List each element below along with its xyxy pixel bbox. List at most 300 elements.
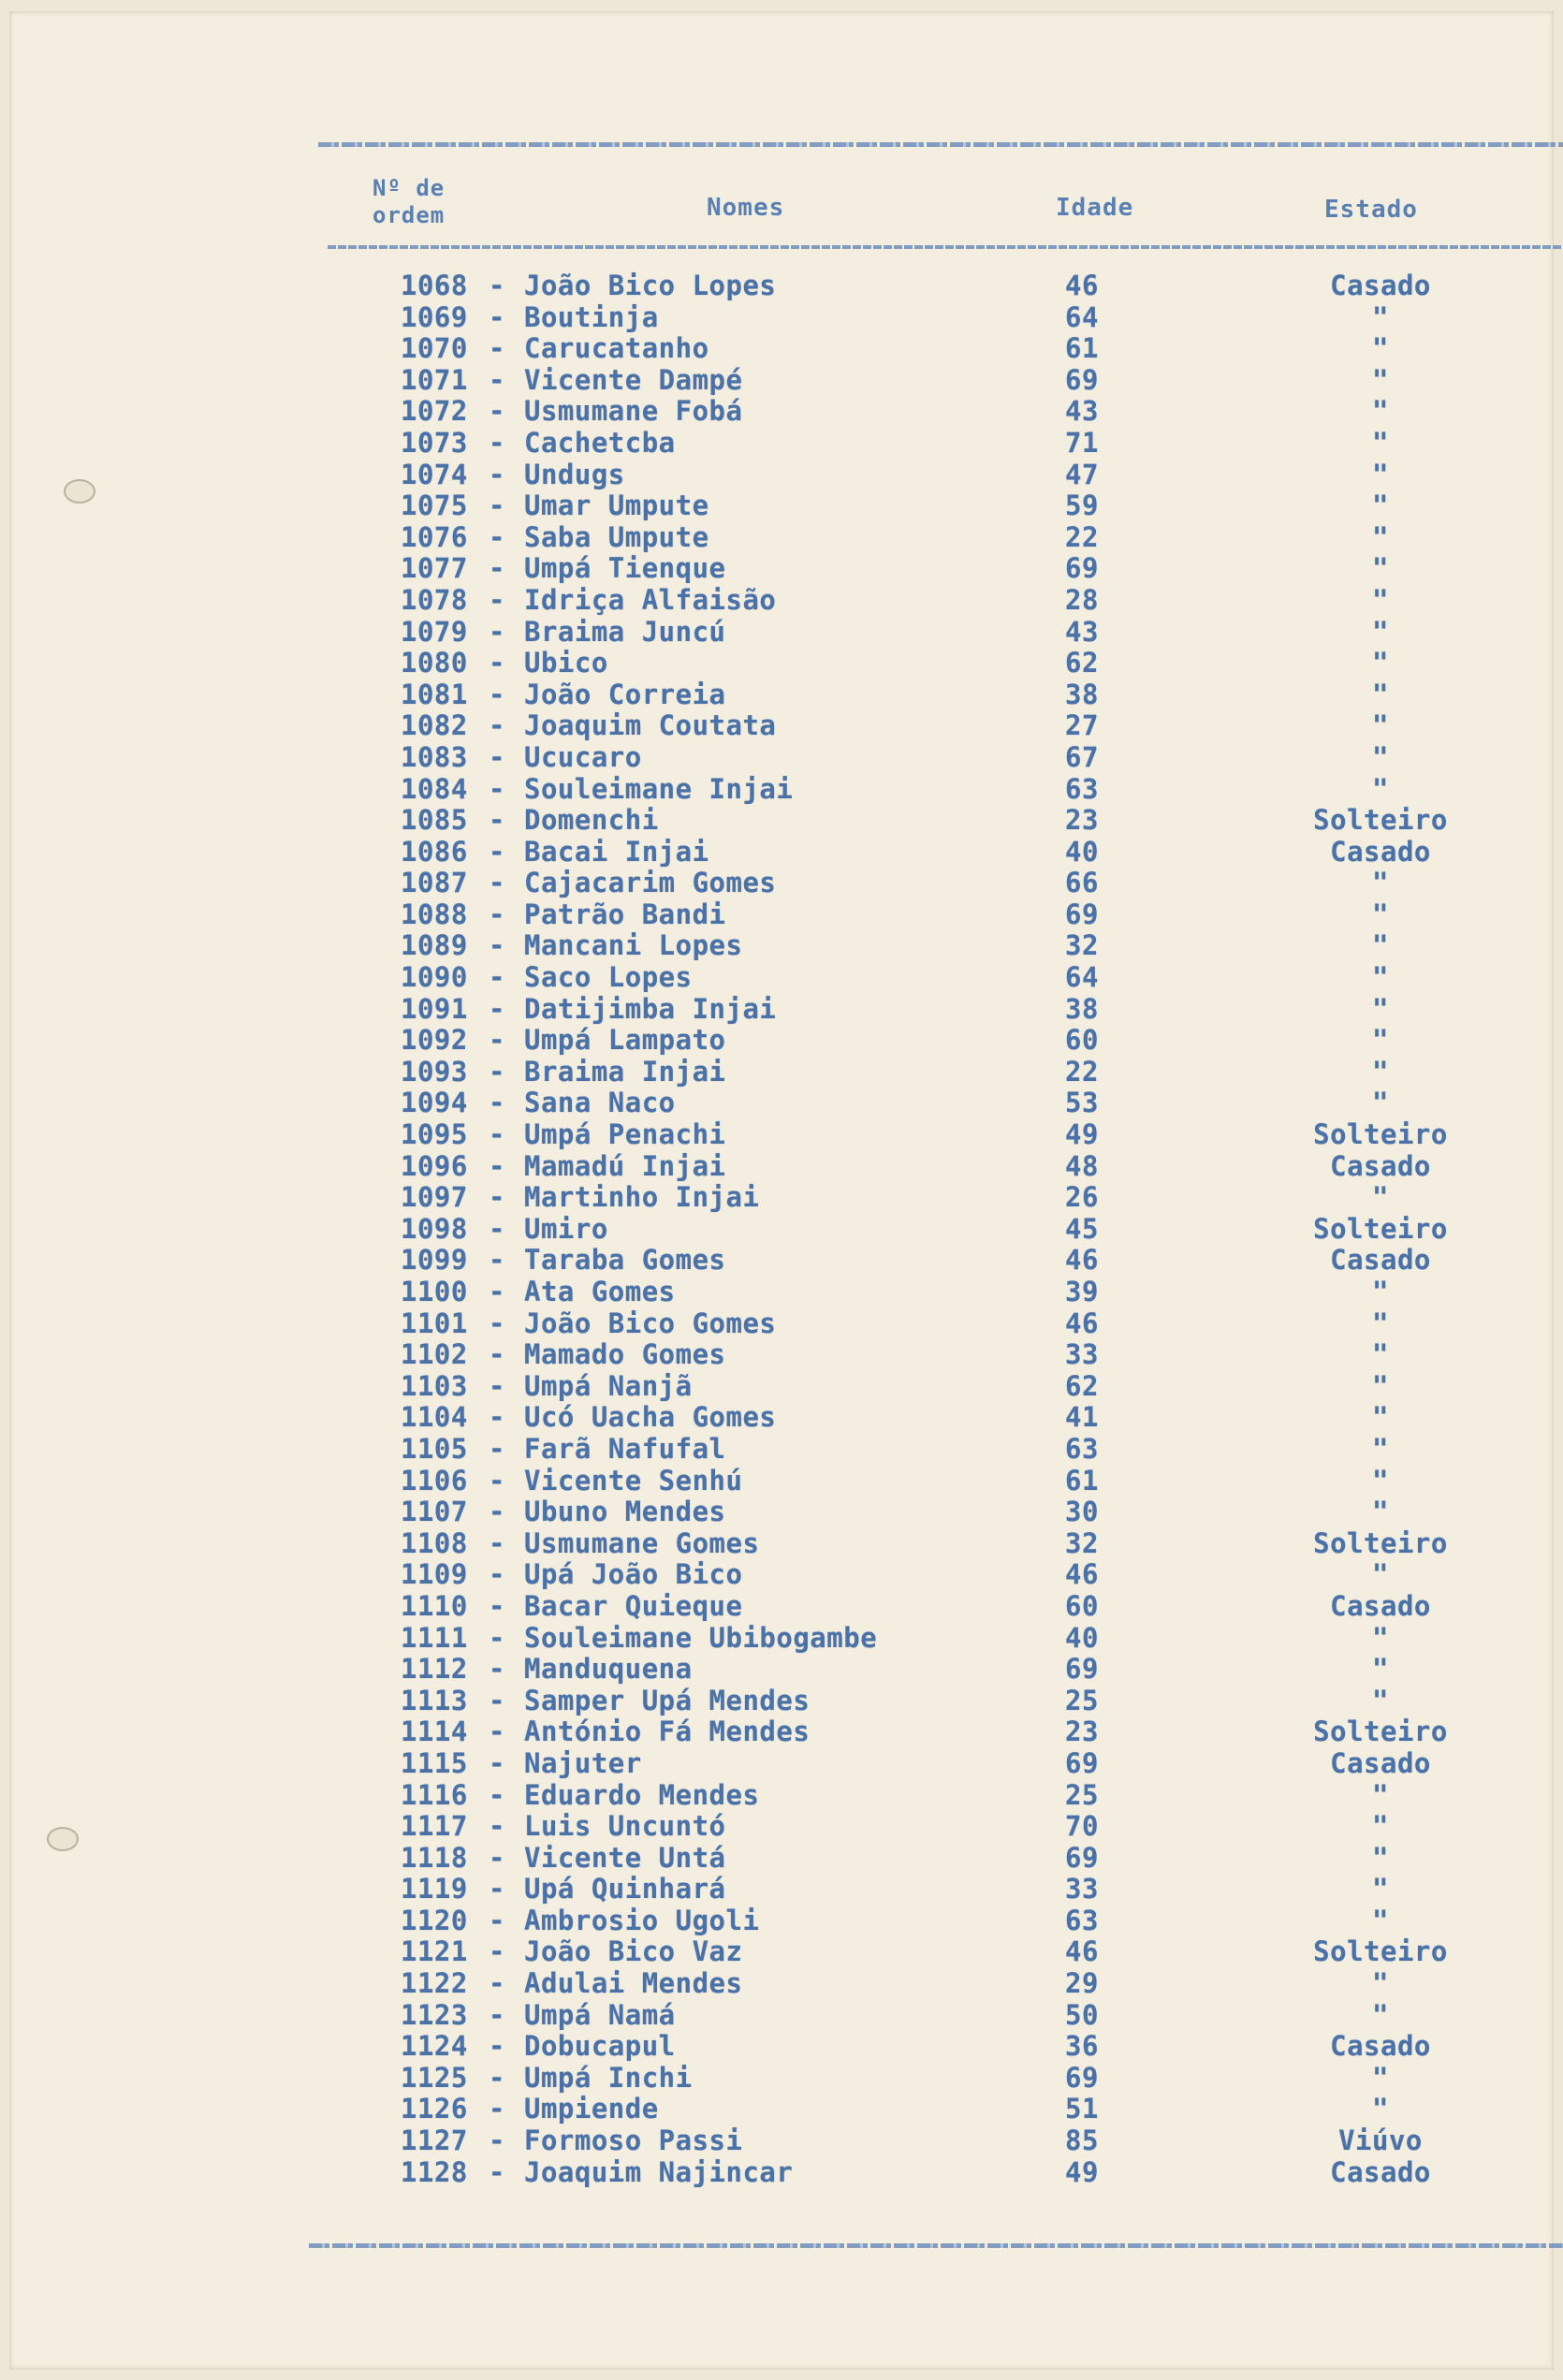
row-number: 1069 xyxy=(401,300,468,333)
table-row xyxy=(9,1591,1554,1623)
table-row xyxy=(9,1025,1554,1057)
row-status: Casado xyxy=(1330,1589,1431,1622)
row-status: " xyxy=(1372,1369,1389,1402)
row-name: Sana Naco xyxy=(524,1087,676,1119)
row-status: Casado xyxy=(1330,2030,1431,2063)
row-status: Casado xyxy=(1330,835,1431,868)
row-status: " xyxy=(1372,1024,1389,1057)
row-name: João Correia xyxy=(524,678,726,710)
row-name: Taraba Gomes xyxy=(524,1244,726,1277)
row-status: " xyxy=(1372,1653,1389,1686)
column-header-name: Nomes xyxy=(707,194,785,222)
row-status: Solteiro xyxy=(1313,1935,1448,1968)
table-row xyxy=(9,868,1554,899)
table-row xyxy=(9,585,1554,617)
table-row xyxy=(9,679,1554,711)
row-name: João Bico Vaz xyxy=(524,1935,743,1968)
row-age: 48 xyxy=(1065,1149,1099,1182)
row-dash: - xyxy=(489,426,505,459)
row-status: " xyxy=(1372,929,1389,962)
row-age: 23 xyxy=(1065,804,1099,837)
table-row xyxy=(9,428,1554,460)
row-age: 38 xyxy=(1065,678,1099,710)
row-dash: - xyxy=(489,772,505,805)
row-name: Umpá Lampato xyxy=(524,1024,726,1057)
row-status: Casado xyxy=(1330,1149,1431,1182)
column-header-age: Idade xyxy=(1056,194,1134,222)
row-number: 1104 xyxy=(401,1401,468,1434)
row-number: 1102 xyxy=(401,1338,468,1371)
row-dash: - xyxy=(489,1716,505,1748)
row-name: Dobucapul xyxy=(524,2030,676,2063)
row-dash: - xyxy=(489,1401,505,1434)
bottom-rule xyxy=(309,2243,1563,2248)
row-number: 1126 xyxy=(401,2093,468,2125)
row-age: 40 xyxy=(1065,1621,1099,1654)
row-number: 1094 xyxy=(401,1087,468,1119)
row-dash: - xyxy=(489,740,505,773)
row-status: Casado xyxy=(1330,270,1431,301)
row-status: " xyxy=(1372,332,1389,365)
row-number: 1083 xyxy=(401,740,468,773)
row-age: 60 xyxy=(1065,1024,1099,1057)
row-age: 32 xyxy=(1065,1526,1099,1559)
row-status: " xyxy=(1372,898,1389,930)
row-dash: - xyxy=(489,583,505,616)
row-age: 38 xyxy=(1065,992,1099,1025)
row-number: 1111 xyxy=(401,1621,468,1654)
table-row xyxy=(9,1811,1554,1843)
row-name: Vicente Dampé xyxy=(524,363,743,396)
row-name: Martinho Injai xyxy=(524,1181,760,1214)
table-row xyxy=(9,994,1554,1026)
row-dash: - xyxy=(489,1087,505,1119)
row-dash: - xyxy=(489,1684,505,1716)
row-name: Usmumane Gomes xyxy=(524,1526,760,1559)
row-number: 1070 xyxy=(401,332,468,365)
row-dash: - xyxy=(489,1464,505,1497)
table-row xyxy=(9,270,1554,302)
row-age: 63 xyxy=(1065,1904,1099,1936)
row-name: Ucó Uacha Gomes xyxy=(524,1401,777,1434)
row-age: 67 xyxy=(1065,740,1099,773)
row-number: 1123 xyxy=(401,1998,468,2031)
row-age: 63 xyxy=(1065,772,1099,805)
row-number: 1090 xyxy=(401,961,468,994)
row-age: 47 xyxy=(1065,458,1099,490)
row-number: 1124 xyxy=(401,2030,468,2063)
table-row xyxy=(9,1843,1554,1875)
row-age: 46 xyxy=(1065,270,1099,301)
row-age: 66 xyxy=(1065,867,1099,899)
register-table xyxy=(9,270,1554,2188)
row-status: " xyxy=(1372,363,1389,396)
row-name: Bacar Quieque xyxy=(524,1589,743,1622)
table-row xyxy=(9,1371,1554,1403)
table-row xyxy=(9,930,1554,962)
row-number: 1092 xyxy=(401,1024,468,1057)
row-age: 69 xyxy=(1065,363,1099,396)
row-name: Souleimane Ubibogambe xyxy=(524,1621,878,1654)
row-status: " xyxy=(1372,1967,1389,2000)
row-name: Boutinja xyxy=(524,300,659,333)
row-status: " xyxy=(1372,615,1389,648)
row-status: " xyxy=(1372,1684,1389,1716)
row-dash: - xyxy=(489,898,505,930)
row-number: 1125 xyxy=(401,2061,468,2094)
row-number: 1122 xyxy=(401,1967,468,2000)
row-dash: - xyxy=(489,458,505,490)
row-number: 1089 xyxy=(401,929,468,962)
row-name: Braima Juncú xyxy=(524,615,726,648)
row-age: 62 xyxy=(1065,1369,1099,1402)
row-dash: - xyxy=(489,520,505,553)
row-name: Upá João Bico xyxy=(524,1558,743,1591)
row-status: " xyxy=(1372,1055,1389,1088)
row-number: 1120 xyxy=(401,1904,468,1936)
row-name: Carucatanho xyxy=(524,332,709,365)
row-name: Vicente Senhú xyxy=(524,1464,743,1497)
row-dash: - xyxy=(489,1369,505,1402)
row-number: 1088 xyxy=(401,898,468,930)
row-dash: - xyxy=(489,552,505,585)
row-dash: - xyxy=(489,1967,505,2000)
table-row xyxy=(9,1088,1554,1119)
row-dash: - xyxy=(489,300,505,333)
table-row xyxy=(9,490,1554,522)
table-row xyxy=(9,1151,1554,1183)
row-age: 69 xyxy=(1065,1746,1099,1779)
row-name: Souleimane Injai xyxy=(524,772,794,805)
row-status: " xyxy=(1372,1810,1389,1843)
row-number: 1112 xyxy=(401,1653,468,1686)
row-age: 29 xyxy=(1065,1967,1099,2000)
row-number: 1095 xyxy=(401,1118,468,1151)
table-row xyxy=(9,2094,1554,2125)
row-number: 1081 xyxy=(401,678,468,710)
row-name: Umpá Inchi xyxy=(524,2061,693,2094)
row-number: 1101 xyxy=(401,1307,468,1339)
row-age: 64 xyxy=(1065,961,1099,994)
row-name: Farã Nafufal xyxy=(524,1432,726,1465)
row-dash: - xyxy=(489,2124,505,2157)
row-status: Casado xyxy=(1330,2155,1431,2188)
row-name: Domenchi xyxy=(524,804,659,837)
table-row xyxy=(9,1434,1554,1466)
table-row xyxy=(9,1245,1554,1277)
row-dash: - xyxy=(489,1841,505,1874)
column-header-status: Estado xyxy=(1324,196,1418,224)
table-row xyxy=(9,774,1554,806)
row-number: 1113 xyxy=(401,1684,468,1716)
table-row xyxy=(9,2125,1554,2157)
row-status: " xyxy=(1372,1307,1389,1339)
row-status: " xyxy=(1372,772,1389,805)
table-row xyxy=(9,1214,1554,1246)
row-number: 1091 xyxy=(401,992,468,1025)
row-name: Mamado Gomes xyxy=(524,1338,726,1371)
row-status: " xyxy=(1372,867,1389,899)
row-dash: - xyxy=(489,1778,505,1811)
table-row xyxy=(9,899,1554,931)
row-name: Luis Uncuntó xyxy=(524,1810,726,1843)
table-row xyxy=(9,805,1554,837)
row-number: 1077 xyxy=(401,552,468,585)
row-age: 41 xyxy=(1065,1401,1099,1434)
row-status: Solteiro xyxy=(1313,1526,1448,1559)
row-dash: - xyxy=(489,1873,505,1905)
row-number: 1117 xyxy=(401,1810,468,1843)
table-row xyxy=(9,1686,1554,1717)
row-dash: - xyxy=(489,1149,505,1182)
row-dash: - xyxy=(489,1181,505,1214)
table-row xyxy=(9,460,1554,491)
row-dash: - xyxy=(489,867,505,899)
row-dash: - xyxy=(489,835,505,868)
row-dash: - xyxy=(489,1904,505,1936)
row-name: Umpá Tienque xyxy=(524,552,726,585)
row-dash: - xyxy=(489,1558,505,1591)
row-status: " xyxy=(1372,740,1389,773)
row-name: Umar Umpute xyxy=(524,489,709,522)
row-name: Mancani Lopes xyxy=(524,929,743,962)
row-status: Casado xyxy=(1330,1746,1431,1779)
row-number: 1076 xyxy=(401,520,468,553)
row-number: 1119 xyxy=(401,1873,468,1905)
row-name: Ucucaro xyxy=(524,740,642,773)
row-name: João Bico Lopes xyxy=(524,270,777,301)
row-number: 1127 xyxy=(401,2124,468,2157)
row-dash: - xyxy=(489,1244,505,1277)
row-number: 1096 xyxy=(401,1149,468,1182)
row-age: 53 xyxy=(1065,1087,1099,1119)
table-row xyxy=(9,1339,1554,1371)
row-age: 28 xyxy=(1065,583,1099,616)
row-name: Bacai Injai xyxy=(524,835,709,868)
row-name: Braima Injai xyxy=(524,1055,726,1088)
row-number: 1108 xyxy=(401,1526,468,1559)
row-age: 46 xyxy=(1065,1935,1099,1968)
row-dash: - xyxy=(489,1935,505,1968)
row-status: " xyxy=(1372,1464,1389,1497)
row-name: Ambrosio Ugoli xyxy=(524,1904,760,1936)
row-dash: - xyxy=(489,1496,505,1528)
row-age: 40 xyxy=(1065,835,1099,868)
row-name: Datijimba Injai xyxy=(524,992,777,1025)
row-number: 1078 xyxy=(401,583,468,616)
row-number: 1105 xyxy=(401,1432,468,1465)
row-name: Samper Upá Mendes xyxy=(524,1684,811,1716)
row-dash: - xyxy=(489,1212,505,1245)
row-number: 1068 xyxy=(401,270,468,301)
row-dash: - xyxy=(489,270,505,301)
row-name: João Bico Gomes xyxy=(524,1307,777,1339)
row-name: Umpá Penachi xyxy=(524,1118,726,1151)
table-row xyxy=(9,1716,1554,1748)
row-age: 45 xyxy=(1065,1212,1099,1245)
table-row xyxy=(9,553,1554,585)
row-number: 1103 xyxy=(401,1369,468,1402)
row-age: 33 xyxy=(1065,1338,1099,1371)
row-number: 1106 xyxy=(401,1464,468,1497)
row-status: " xyxy=(1372,552,1389,585)
row-name: Ubuno Mendes xyxy=(524,1496,726,1528)
row-status: " xyxy=(1372,992,1389,1025)
row-age: 32 xyxy=(1065,929,1099,962)
row-age: 69 xyxy=(1065,898,1099,930)
row-age: 49 xyxy=(1065,1118,1099,1151)
row-status: " xyxy=(1372,458,1389,490)
row-number: 1110 xyxy=(401,1589,468,1622)
row-status: " xyxy=(1372,1181,1389,1214)
row-number: 1086 xyxy=(401,835,468,868)
row-dash: - xyxy=(489,1653,505,1686)
row-dash: - xyxy=(489,992,505,1025)
row-name: Umpá Nanjã xyxy=(524,1369,693,1402)
row-number: 1114 xyxy=(401,1716,468,1748)
row-name: Joaquim Coutata xyxy=(524,709,777,742)
row-status: Solteiro xyxy=(1313,804,1448,837)
row-age: 22 xyxy=(1065,1055,1099,1088)
row-status: " xyxy=(1372,426,1389,459)
row-number: 1118 xyxy=(401,1841,468,1874)
row-number: 1100 xyxy=(401,1276,468,1307)
row-age: 22 xyxy=(1065,520,1099,553)
document-page xyxy=(9,11,1554,2370)
row-status: " xyxy=(1372,1558,1389,1591)
row-age: 43 xyxy=(1065,615,1099,648)
row-age: 70 xyxy=(1065,1810,1099,1843)
table-row xyxy=(9,1119,1554,1151)
row-name: Umiro xyxy=(524,1212,608,1245)
table-row xyxy=(9,710,1554,742)
table-row xyxy=(9,1780,1554,1812)
table-row xyxy=(9,617,1554,649)
row-status: " xyxy=(1372,2061,1389,2094)
row-dash: - xyxy=(489,1810,505,1843)
row-number: 1073 xyxy=(401,426,468,459)
row-number: 1074 xyxy=(401,458,468,490)
row-age: 46 xyxy=(1065,1244,1099,1277)
row-age: 51 xyxy=(1065,2093,1099,2125)
row-age: 46 xyxy=(1065,1558,1099,1591)
row-age: 46 xyxy=(1065,1307,1099,1339)
row-dash: - xyxy=(489,2093,505,2125)
table-row xyxy=(9,1874,1554,1905)
row-age: 36 xyxy=(1065,2030,1099,2063)
row-number: 1072 xyxy=(401,395,468,428)
row-age: 60 xyxy=(1065,1589,1099,1622)
row-number: 1087 xyxy=(401,867,468,899)
row-status: " xyxy=(1372,395,1389,428)
row-dash: - xyxy=(489,1024,505,1057)
row-age: 25 xyxy=(1065,1684,1099,1716)
row-status: " xyxy=(1372,1338,1389,1371)
row-dash: - xyxy=(489,2030,505,2063)
row-status: Viúvo xyxy=(1338,2124,1423,2157)
row-status: Solteiro xyxy=(1313,1118,1448,1151)
table-row xyxy=(9,1497,1554,1528)
row-dash: - xyxy=(489,1621,505,1654)
row-name: Umpá Namá xyxy=(524,1998,676,2031)
table-row xyxy=(9,302,1554,334)
table-row xyxy=(9,1308,1554,1340)
row-number: 1116 xyxy=(401,1778,468,1811)
row-dash: - xyxy=(489,804,505,837)
row-status: " xyxy=(1372,300,1389,333)
row-status: Casado xyxy=(1330,1244,1431,1277)
row-dash: - xyxy=(489,1432,505,1465)
row-dash: - xyxy=(489,647,505,679)
table-row xyxy=(9,1182,1554,1214)
row-dash: - xyxy=(489,709,505,742)
row-status: " xyxy=(1372,1778,1389,1811)
table-row xyxy=(9,1968,1554,2000)
column-header-number: Nº de ordem xyxy=(372,175,446,228)
row-dash: - xyxy=(489,961,505,994)
row-dash: - xyxy=(489,489,505,522)
row-number: 1097 xyxy=(401,1181,468,1214)
row-dash: - xyxy=(489,1055,505,1088)
row-age: 30 xyxy=(1065,1496,1099,1528)
table-row xyxy=(9,1905,1554,1937)
table-row xyxy=(9,648,1554,679)
row-name: Joaquim Najincar xyxy=(524,2155,794,2188)
row-status: " xyxy=(1372,1432,1389,1465)
row-status: " xyxy=(1372,1873,1389,1905)
table-row xyxy=(9,742,1554,774)
row-dash: - xyxy=(489,1589,505,1622)
row-age: 61 xyxy=(1065,1464,1099,1497)
row-status: " xyxy=(1372,678,1389,710)
row-number: 1080 xyxy=(401,647,468,679)
table-row xyxy=(9,1466,1554,1497)
row-status: " xyxy=(1372,1904,1389,1936)
table-row xyxy=(9,1623,1554,1655)
row-age: 26 xyxy=(1065,1181,1099,1214)
table-row xyxy=(9,365,1554,397)
row-age: 49 xyxy=(1065,2155,1099,2188)
row-name: Undugs xyxy=(524,458,625,490)
row-name: Patrão Bandi xyxy=(524,898,726,930)
row-name: Eduardo Mendes xyxy=(524,1778,760,1811)
table-row xyxy=(9,2000,1554,2032)
row-dash: - xyxy=(489,1526,505,1559)
row-number: 1107 xyxy=(401,1496,468,1528)
row-number: 1109 xyxy=(401,1558,468,1591)
row-status: " xyxy=(1372,583,1389,616)
row-age: 23 xyxy=(1065,1716,1099,1748)
row-number: 1071 xyxy=(401,363,468,396)
table-row xyxy=(9,522,1554,554)
table-row xyxy=(9,333,1554,365)
row-name: Usmumane Fobá xyxy=(524,395,743,428)
row-number: 1075 xyxy=(401,489,468,522)
row-number: 1121 xyxy=(401,1935,468,1968)
row-status: " xyxy=(1372,1496,1389,1528)
row-status: " xyxy=(1372,520,1389,553)
row-age: 25 xyxy=(1065,1778,1099,1811)
table-row xyxy=(9,2157,1554,2189)
row-name: Vicente Untá xyxy=(524,1841,726,1874)
row-status: " xyxy=(1372,1841,1389,1874)
header-rule xyxy=(328,245,1563,249)
row-name: Saba Umpute xyxy=(524,520,709,553)
row-age: 62 xyxy=(1065,647,1099,679)
row-status: Solteiro xyxy=(1313,1212,1448,1245)
row-age: 63 xyxy=(1065,1432,1099,1465)
row-name: Cachetcba xyxy=(524,426,676,459)
